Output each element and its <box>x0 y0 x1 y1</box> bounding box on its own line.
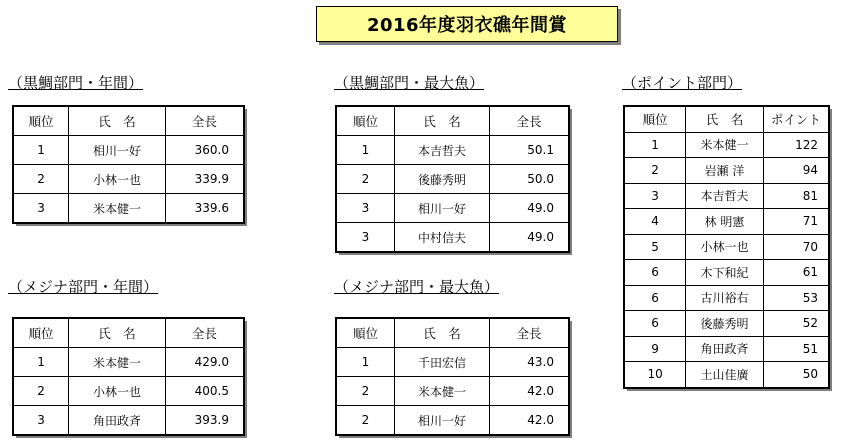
table-row <box>625 260 829 286</box>
cell-value: 61 <box>763 260 828 286</box>
cell-value: 50.1 <box>490 136 569 165</box>
header-name: 氏 名 <box>395 319 490 348</box>
cell-value: 339.6 <box>165 194 243 223</box>
cell-value: 50 <box>763 362 828 388</box>
table-header-row <box>625 107 829 133</box>
cell-rank: 2 <box>625 158 686 184</box>
cell-name: 相川一好 <box>69 136 166 165</box>
table-row <box>337 136 569 165</box>
mejina-year-table <box>13 318 244 435</box>
cell-rank: 2 <box>337 406 395 435</box>
header-name: 氏 名 <box>686 107 764 133</box>
cell-name: 米本健一 <box>686 132 764 158</box>
cell-rank: 2 <box>14 165 69 194</box>
mejina-max-table <box>336 318 569 435</box>
cell-name: 相川一好 <box>395 406 490 435</box>
table-header-row <box>337 319 569 348</box>
cell-value: 53 <box>763 285 828 311</box>
header-value: 全長 <box>490 107 569 136</box>
cell-rank: 3 <box>625 183 686 209</box>
cell-name: 米本健一 <box>395 377 490 406</box>
cell-rank: 10 <box>625 362 686 388</box>
table-row <box>337 377 569 406</box>
header-name: 氏 名 <box>69 107 166 136</box>
cell-value: 42.0 <box>490 377 569 406</box>
table-row <box>337 348 569 377</box>
cell-value: 43.0 <box>490 348 569 377</box>
cell-value: 70 <box>763 234 828 260</box>
table-row <box>337 165 569 194</box>
cell-name: 小林一也 <box>69 377 166 406</box>
table-row <box>625 132 829 158</box>
cell-rank: 2 <box>14 377 69 406</box>
cell-value: 51 <box>763 336 828 362</box>
header-name: 氏 名 <box>69 319 166 348</box>
cell-name: 本吉哲夫 <box>686 183 764 209</box>
header-rank: 順位 <box>625 107 686 133</box>
header-value: 全長 <box>490 319 569 348</box>
table-row <box>14 136 244 165</box>
table-header-row <box>14 107 244 136</box>
cell-value: 122 <box>763 132 828 158</box>
table-header-row <box>14 319 244 348</box>
cell-value: 393.9 <box>165 406 243 435</box>
cell-rank: 3 <box>14 194 69 223</box>
header-rank: 順位 <box>14 319 69 348</box>
cell-name: 後藤秀明 <box>686 311 764 337</box>
header-rank: 順位 <box>14 107 69 136</box>
section-title-point: （ポイント部門） <box>622 74 743 92</box>
cell-name: 本吉哲夫 <box>395 136 490 165</box>
page-title: 2016年度羽衣礁年間賞 <box>316 6 618 42</box>
cell-rank: 6 <box>625 311 686 337</box>
cell-name: 小林一也 <box>69 165 166 194</box>
cell-value: 429.0 <box>165 348 243 377</box>
header-value: 全長 <box>165 107 243 136</box>
cell-name: 中村信夫 <box>395 223 490 252</box>
cell-rank: 2 <box>337 377 395 406</box>
cell-rank: 6 <box>625 260 686 286</box>
table-row <box>14 348 244 377</box>
cell-rank: 1 <box>337 136 395 165</box>
table-row <box>625 362 829 388</box>
cell-rank: 3 <box>14 406 69 435</box>
section-title-mejina-max: （メジナ部門・最大魚） <box>334 278 500 296</box>
cell-value: 52 <box>763 311 828 337</box>
cell-name: 古川裕右 <box>686 285 764 311</box>
cell-name: 千田宏信 <box>395 348 490 377</box>
cell-rank: 1 <box>625 132 686 158</box>
cell-value: 360.0 <box>165 136 243 165</box>
table-row <box>14 377 244 406</box>
cell-value: 400.5 <box>165 377 243 406</box>
table-row <box>625 183 829 209</box>
cell-rank: 1 <box>337 348 395 377</box>
table-row <box>14 194 244 223</box>
header-name: 氏 名 <box>395 107 490 136</box>
table-row <box>337 406 569 435</box>
cell-rank: 5 <box>625 234 686 260</box>
cell-name: 相川一好 <box>395 194 490 223</box>
table-row <box>14 165 244 194</box>
cell-value: 81 <box>763 183 828 209</box>
cell-rank: 3 <box>337 223 395 252</box>
cell-value: 49.0 <box>490 223 569 252</box>
cell-rank: 1 <box>14 348 69 377</box>
cell-name: 小林一也 <box>686 234 764 260</box>
cell-name: 後藤秀明 <box>395 165 490 194</box>
cell-name: 角田政斉 <box>69 406 166 435</box>
table-row <box>625 234 829 260</box>
cell-rank: 3 <box>337 194 395 223</box>
cell-value: 50.0 <box>490 165 569 194</box>
section-title-kurodai-year: （黒鯛部門・年間） <box>8 74 144 92</box>
header-value: ポイント <box>763 107 828 133</box>
table-row <box>625 209 829 235</box>
table-row <box>337 223 569 252</box>
cell-value: 71 <box>763 209 828 235</box>
section-title-mejina-year: （メジナ部門・年間） <box>8 278 159 296</box>
cell-name: 林 明憲 <box>686 209 764 235</box>
header-value: 全長 <box>165 319 243 348</box>
cell-name: 米本健一 <box>69 194 166 223</box>
table-header-row <box>337 107 569 136</box>
cell-rank: 4 <box>625 209 686 235</box>
cell-name: 角田政斉 <box>686 336 764 362</box>
table-row <box>337 194 569 223</box>
cell-name: 土山佳廣 <box>686 362 764 388</box>
cell-rank: 6 <box>625 285 686 311</box>
cell-rank: 2 <box>337 165 395 194</box>
cell-rank: 1 <box>14 136 69 165</box>
table-row <box>625 285 829 311</box>
cell-value: 339.9 <box>165 165 243 194</box>
table-row <box>625 336 829 362</box>
cell-rank: 9 <box>625 336 686 362</box>
table-row <box>625 311 829 337</box>
cell-value: 94 <box>763 158 828 184</box>
header-rank: 順位 <box>337 319 395 348</box>
section-title-kurodai-max: （黒鯛部門・最大魚） <box>334 74 485 92</box>
cell-value: 49.0 <box>490 194 569 223</box>
table-row <box>625 158 829 184</box>
header-rank: 順位 <box>337 107 395 136</box>
kurodai-max-table <box>336 106 569 252</box>
table-row <box>14 406 244 435</box>
point-table <box>624 106 829 388</box>
cell-name: 岩瀬 洋 <box>686 158 764 184</box>
cell-name: 米本健一 <box>69 348 166 377</box>
cell-name: 木下和紀 <box>686 260 764 286</box>
kurodai-year-table <box>13 106 244 223</box>
cell-value: 42.0 <box>490 406 569 435</box>
